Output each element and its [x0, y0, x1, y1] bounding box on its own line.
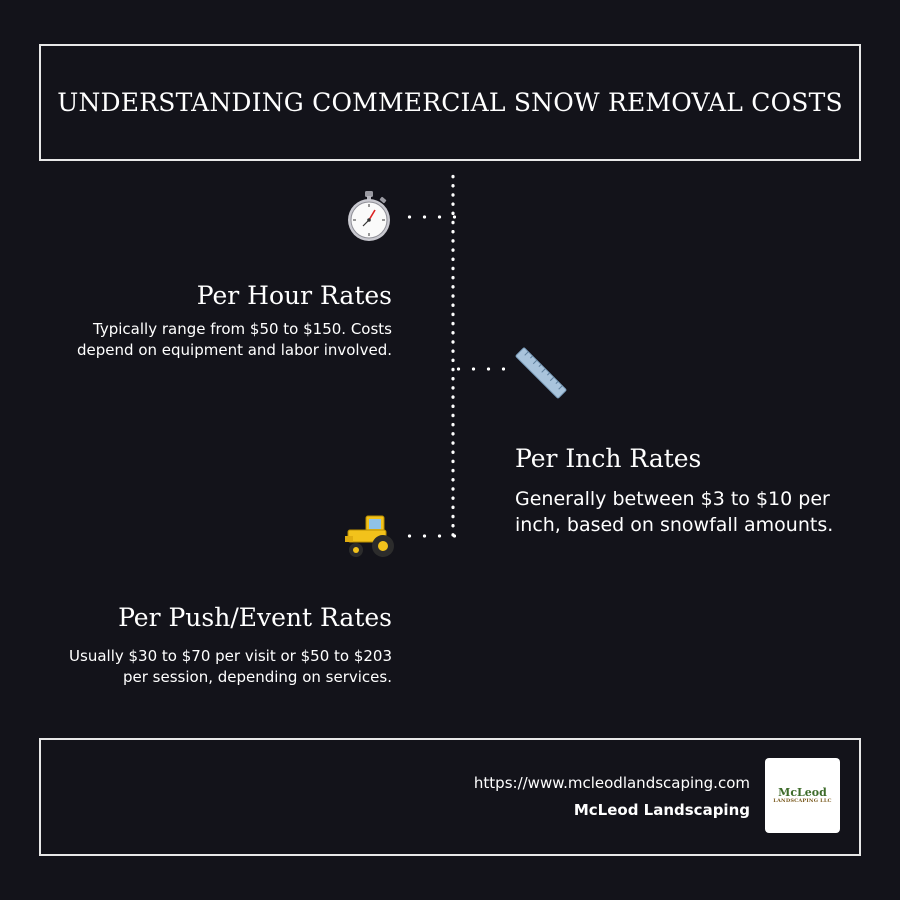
item-description	[12, 319, 392, 361]
title-box	[39, 44, 861, 161]
company-logo	[765, 758, 840, 833]
item-description-line: depend on equipment and labor involved.	[77, 341, 392, 359]
item-title: Per Hour Rates	[196, 281, 392, 310]
connector-dots	[402, 534, 456, 538]
item-title: Per Inch Rates	[515, 444, 702, 473]
logo-main-text: McLeod	[778, 785, 827, 799]
connector-dots	[451, 367, 505, 371]
item-title: Per Push/Event Rates	[118, 603, 392, 632]
item-description-line: per session, depending on services.	[122, 668, 392, 686]
item-description-line: inch, based on snowfall amounts.	[515, 514, 834, 536]
logo-sub-text: LANDSCAPING LLC	[773, 797, 832, 804]
brand-name: McLeod Landscaping	[573, 801, 750, 819]
item-description-line: Typically range from $50 to $150. Costs	[93, 320, 392, 338]
stopwatch-icon	[344, 190, 394, 248]
timeline-line	[451, 172, 455, 540]
item-description	[12, 646, 392, 688]
footer	[39, 738, 861, 856]
connector-dots	[402, 215, 456, 219]
ruler-icon	[514, 347, 568, 403]
item-description-line: Usually $30 to $70 per visit or $50 to $203	[69, 647, 392, 665]
item-description-line: Generally between $3 to $10 per	[515, 488, 830, 510]
item-description	[515, 486, 885, 538]
website-url[interactable]: https://www.mcleodlandscaping.com	[473, 774, 750, 792]
tractor-icon	[342, 512, 398, 564]
page-title: UNDERSTANDING COMMERCIAL SNOW REMOVAL COSTS	[57, 88, 843, 117]
